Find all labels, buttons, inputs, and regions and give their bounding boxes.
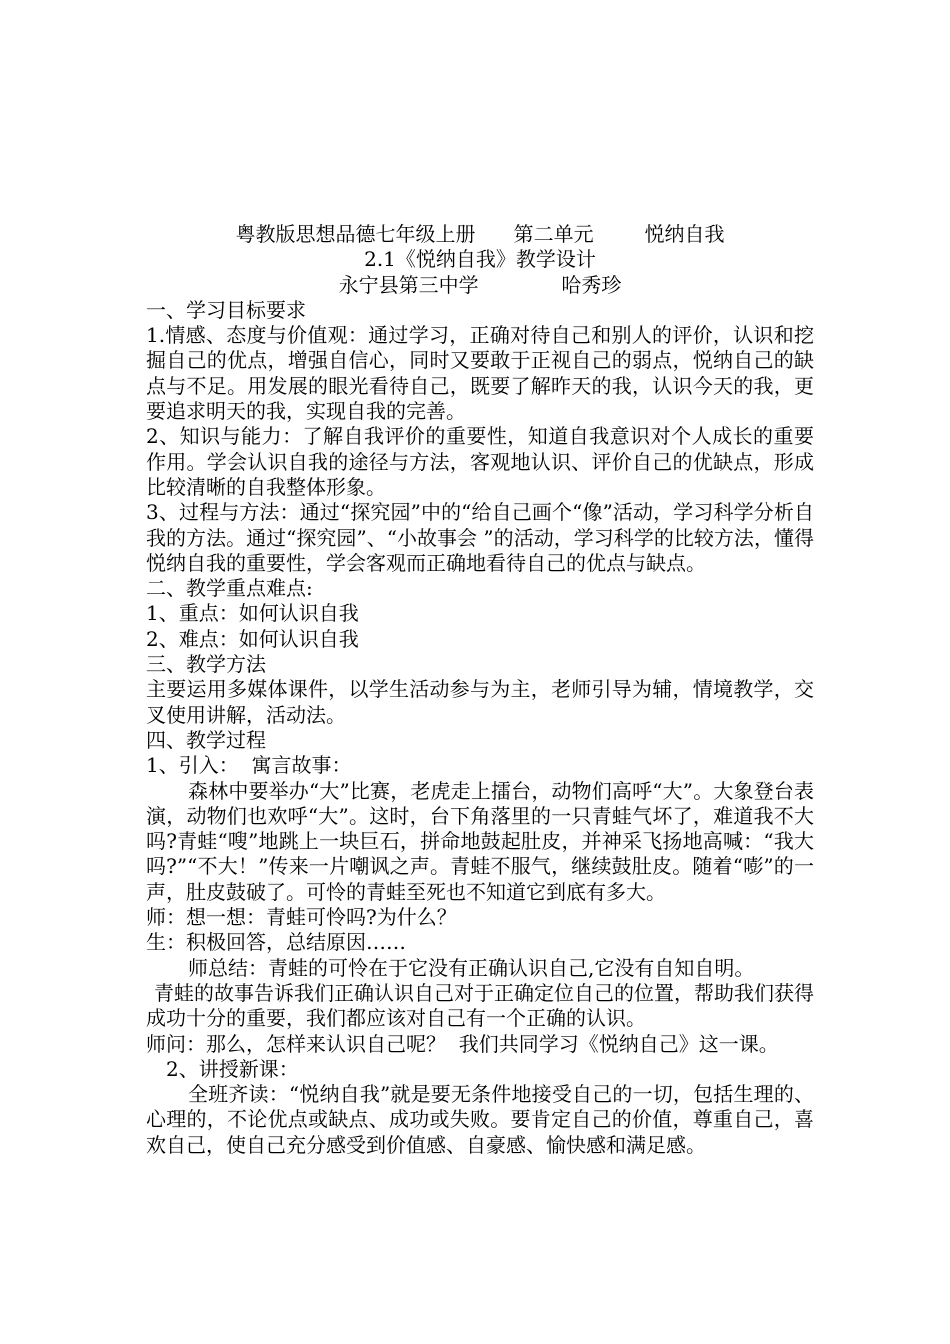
goal-paragraph-3: 3、过程与方法：通过“探究园”中的“给自己画个“像”活动，学习科学分析自我的方法。通过“探究园”、“小故事会 ”的活动，学习科学的比较方法，懂得悦纳自我的重要性，学会客观而正确地看待自己的优点与缺点。 [146, 500, 814, 575]
read-aloud-paragraph: 全班齐读：“悦纳自我”就是要无条件地接受自己的一切，包括生理的、心理的，不论优点或缺点、成功或失败。要肯定自己的价值，尊重自己，喜欢自己，使自己充分感受到价值感、自豪感、愉快感和满足感。 [146, 1082, 814, 1157]
teacher-summary: 师总结：青蛙的可怜在于它没有正确认识自己,它没有自知自明。 [188, 955, 755, 980]
new-lesson-label: 2、讲授新课： [166, 1056, 299, 1081]
section-heading-goals: 一、学习目标要求 [146, 297, 306, 322]
goal-paragraph-1: 1.情感、态度与价值观：通过学习，正确对待自己和别人的评价，认识和挖掘自己的优点，增强自信心，同时又要敢于正视自己的弱点，悦纳自己的缺点与不足。用发展的眼光看待自己，既要了解昨天的我，认识今天的我，更要追求明天的我，实现自我的完善。 [146, 323, 814, 424]
author-line: 永宁县第三中学 哈秀珍 [338, 272, 622, 297]
teacher-ask: 师问：那么，怎样来认识自己呢？ 我们共同学习《悦纳自己》这一课。 [146, 1031, 779, 1056]
teacher-question: 师：想一想：青蛙可怜吗?为什么？ [146, 905, 457, 930]
section-heading-process: 四、教学过程 [146, 727, 266, 752]
methods-paragraph: 主要运用多媒体课件，以学生活动参与为主，老师引导为辅，情境教学，交叉使用讲解，活动法。 [146, 677, 814, 727]
story-paragraph: 森林中要举办“大”比赛，老虎走上擂台，动物们高呼“大”。大象登台表演，动物们也欢呼“大”。这时，台下角落里的一只青蛙气坏了，难道我不大吗?青蛙“嗖”地跳上一块巨石，拼命地鼓起肚皮，并神采飞扬地高喊：“我大吗?”“不大！”传来一片嘲讽之声。青蛙不服气，继续鼓肚皮。随着“嘭”的一声，肚皮鼓破了。可怜的青蛙至死也不知道它到底有多大。 [146, 778, 814, 904]
document-body [146, 222, 814, 1158]
keypoint-1: 1、重点：如何认识自我 [146, 601, 359, 626]
document-subtitle: 2.1《悦纳自我》教学设计 [364, 247, 596, 272]
keypoint-2: 2、难点：如何认识自我 [146, 626, 359, 651]
goal-paragraph-2: 2、知识与能力：了解自我评价的重要性，知道自我意识对个人成长的重要作用。学会认识自我的途径与方法，客观地认识、评价自己的优缺点，形成比较清晰的自我整体形象。 [146, 424, 814, 499]
intro-label: 1、引入： 寓言故事： [146, 753, 352, 778]
summary-continuation: 青蛙的故事告诉我们正确认识自己对于正确定位自己的位置，帮助我们获得成功十分的重要，我们都应该对自己有一个正确的认识。 [146, 980, 814, 1031]
section-heading-keypoints: 二、教学重点难点: [146, 576, 313, 601]
section-heading-methods: 三、教学方法 [146, 652, 266, 677]
document-title: 粤教版思想品德七年级上册 第二单元 悦纳自我 [235, 222, 725, 246]
student-answer: 生：积极回答，总结原因…… [146, 930, 406, 955]
